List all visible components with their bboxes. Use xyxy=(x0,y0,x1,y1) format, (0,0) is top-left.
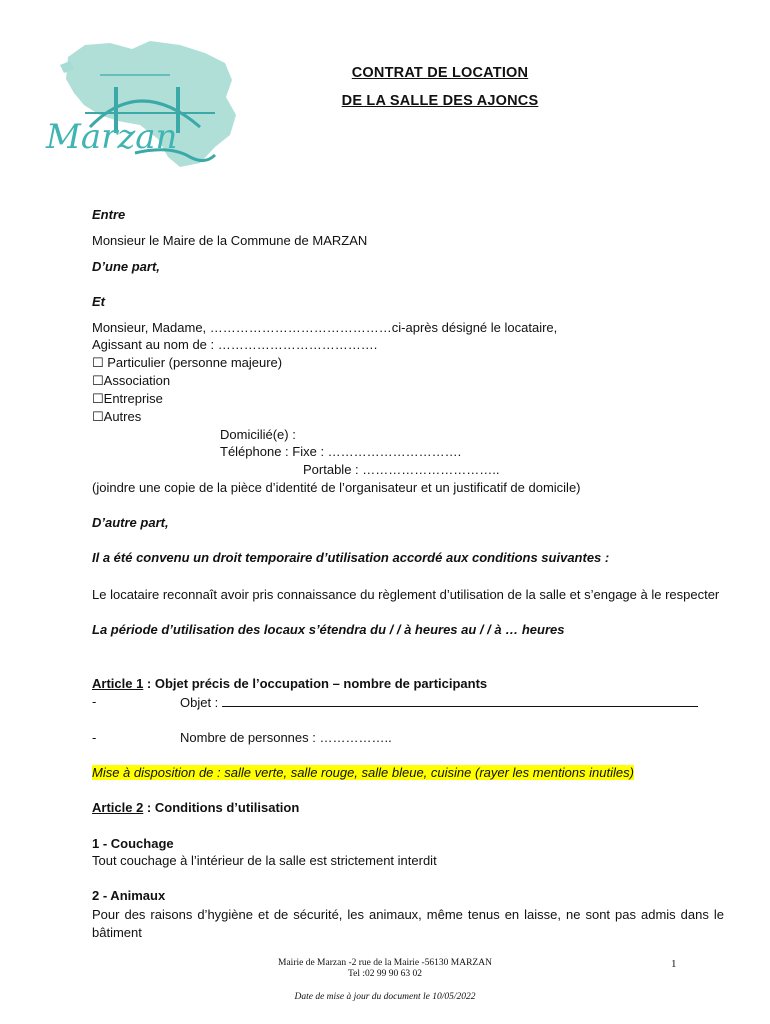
convention-intro: Il a été convenu un droit temporaire d’utilisation accordé aux conditions suivantes : xyxy=(92,550,610,565)
objet-label: Objet : xyxy=(180,695,219,710)
mise-disposition-text: Mise à disposition de : salle verte, salle rouge, salle bleue, cuisine (rayer les mentions inutiles) xyxy=(92,765,634,780)
reconnait-paragraph: Le locataire reconnaît avoir pris connaissance du règlement d’utilisation de la salle et s’engage à le respecter xyxy=(92,587,720,602)
checkbox-autres[interactable]: ☐Autres xyxy=(92,409,142,424)
checkbox-particulier[interactable]: ☐ Particulier (personne majeure) xyxy=(92,355,283,370)
checkbox-entreprise[interactable]: ☐Entreprise xyxy=(92,391,163,406)
agissant-line: Agissant au nom de : ………………………………. xyxy=(92,337,378,352)
personnes-dash: - xyxy=(92,730,97,745)
animaux-title: 2 - Animaux xyxy=(92,888,166,903)
couchage-text: Tout couchage à l’intérieur de la salle est strictement interdit xyxy=(92,853,437,868)
logo-text: Marzan xyxy=(46,117,178,157)
article1-label: Article 1 xyxy=(92,676,144,691)
footer-address: Mairie de Marzan -2 rue de la Mairie -56130 MARZAN xyxy=(278,958,492,968)
page-title-line2: DE LA SALLE DES AJONCS xyxy=(341,93,539,109)
article1-title: : Objet précis de l’occupation – nombre de participants xyxy=(143,676,488,691)
page-title-line1: CONTRAT DE LOCATION xyxy=(351,65,529,81)
page-number: 1 xyxy=(671,958,677,970)
joindre-line: (joindre une copie de la pièce d’identité de l’organisateur et un justificatif de domicile) xyxy=(92,480,581,495)
article2-label: Article 2 xyxy=(92,800,144,815)
footer-date: Date de mise à jour du document le 10/05/2022 xyxy=(294,992,476,1002)
footer-tel: Tel :02 99 90 63 02 xyxy=(347,969,422,979)
entre-label: Entre xyxy=(92,207,126,222)
maire-line: Monsieur le Maire de la Commune de MARZAN xyxy=(92,233,368,248)
objet-field[interactable] xyxy=(180,694,698,710)
periode-line: La période d’utilisation des locaux s’étendra du / / à heures au / / à … heures xyxy=(92,622,565,637)
checkbox-association[interactable]: ☐Association xyxy=(92,373,171,388)
domicilie-line: Domicilié(e) : xyxy=(220,427,296,442)
telephone-line: Téléphone : Fixe : …………………………. xyxy=(220,444,462,459)
une-part-label: D’une part, xyxy=(92,259,160,274)
autre-part-label: D’autre part, xyxy=(92,515,169,530)
marzan-logo xyxy=(40,35,255,175)
mise-disposition xyxy=(92,765,634,780)
locataire-line: Monsieur, Madame, ……………………………………ci-après désigné le locataire, xyxy=(92,320,558,335)
article2-heading xyxy=(92,800,299,815)
article2-title: : Conditions d’utilisation xyxy=(143,800,300,815)
article1-heading xyxy=(92,676,487,691)
couchage-title: 1 - Couchage xyxy=(92,836,174,851)
portable-line: Portable : ………………………….. xyxy=(303,462,500,477)
et-label: Et xyxy=(92,294,105,309)
objet-dash: - xyxy=(92,694,97,709)
personnes-line: Nombre de personnes : …………….. xyxy=(180,730,392,745)
animaux-text: Pour des raisons d’hygiène et de sécurité, les animaux, même tenus en laisse, ne sont pas admis dans le bâtiment xyxy=(92,907,724,940)
objet-input-line[interactable] xyxy=(222,694,698,707)
